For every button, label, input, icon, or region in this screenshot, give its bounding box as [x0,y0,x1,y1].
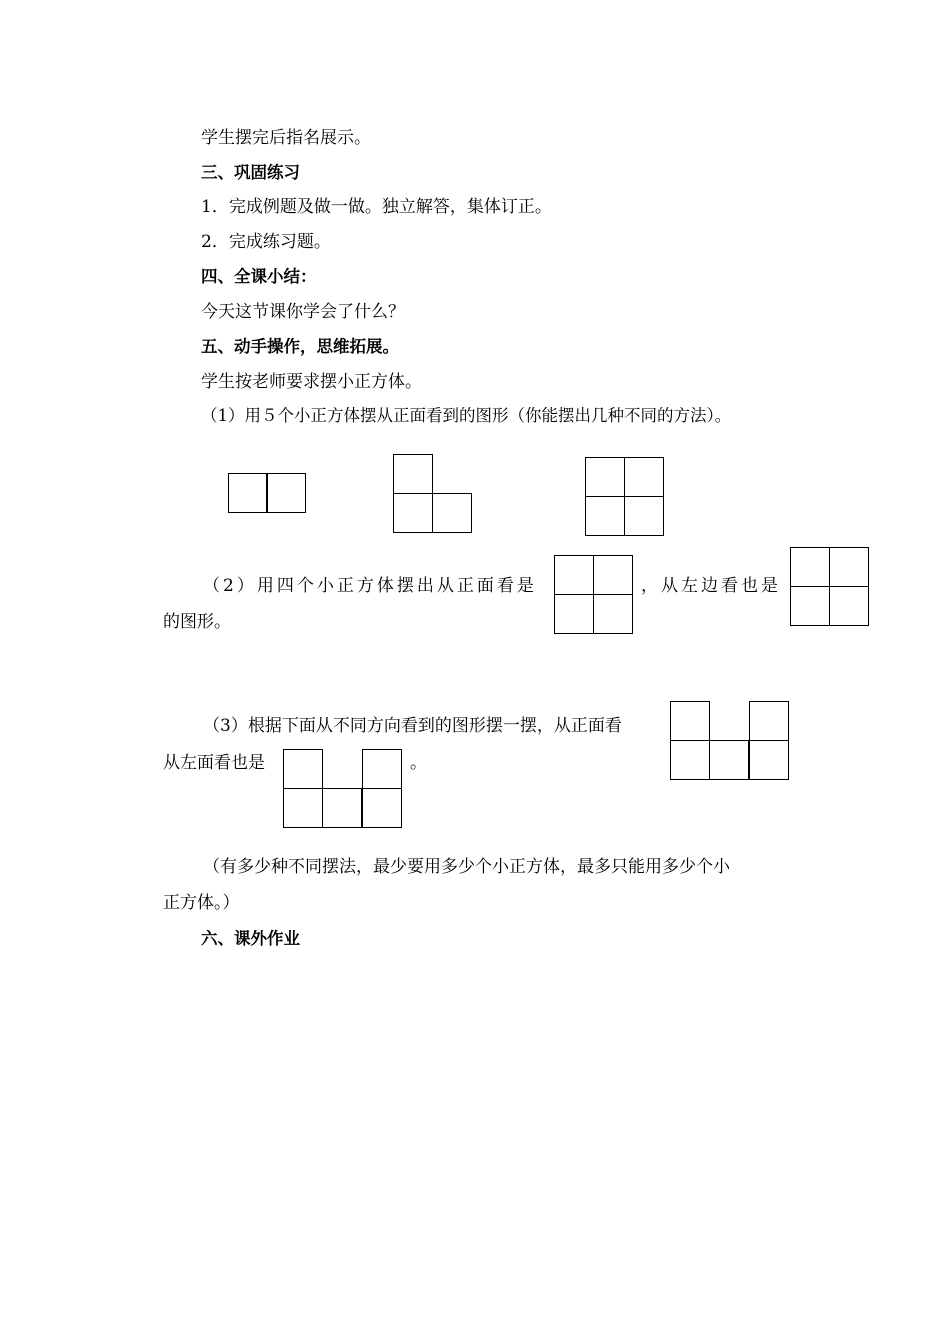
grid-cell [554,594,594,634]
grid-cell [670,701,710,741]
grid-cell [829,547,869,587]
grid-cell [362,749,402,789]
grid-cell [266,473,306,513]
question-3-end: 。 [410,753,427,773]
question-2-end: 的图形。 [163,612,231,632]
section-heading: 六、课外作业 [201,929,300,948]
grid-cell [322,788,362,828]
grid-cell [432,493,472,533]
note-line: 正方体。） [163,893,240,913]
grid-cell [790,547,830,587]
note-line: （有多少种不同摆法，最少要用多少个小正方体，最多只能用多少个小 [203,857,730,877]
question-2: （2）用四个小正方体摆出从正面看是 [203,576,537,596]
grid-cell [829,586,869,626]
grid-cell [593,594,633,634]
grid-cell [228,473,268,513]
grid-cell [624,457,664,497]
grid-cell [393,493,433,533]
grid-cell [790,586,830,626]
question-2-cont: ，从左边看也是 [641,576,781,596]
grid-cell [709,740,749,780]
section-heading: 三、巩固练习 [201,163,300,182]
section-heading: 四、全课小结： [201,267,317,286]
text-line: 学生摆完后指名展示。 [201,128,371,148]
grid-cell [283,749,323,789]
question-1: （1）用５个小正方体摆从正面看到的图形（你能摆出几种不同的方法）。 [201,406,732,425]
question-3-cont: 从左面看也是 [163,753,265,773]
grid-cell [585,457,625,497]
text-line: 今天这节课你学会了什么？ [201,302,405,322]
text-line: 1．完成例题及做一做。独立解答，集体订正。 [201,197,552,217]
section-heading: 五、动手操作，思维拓展。 [201,337,399,356]
grid-cell [585,496,625,536]
grid-cell [283,788,323,828]
grid-cell [554,555,594,595]
grid-cell [749,701,789,741]
grid-cell [624,496,664,536]
grid-cell [593,555,633,595]
text-line: 2．完成练习题。 [201,232,331,252]
grid-cell [362,788,402,828]
grid-cell [670,740,710,780]
grid-cell [393,454,433,494]
text-line: 学生按老师要求摆小正方体。 [201,372,422,392]
grid-cell [749,740,789,780]
question-3: （3）根据下面从不同方向看到的图形摆一摆，从正面看 [203,716,622,736]
